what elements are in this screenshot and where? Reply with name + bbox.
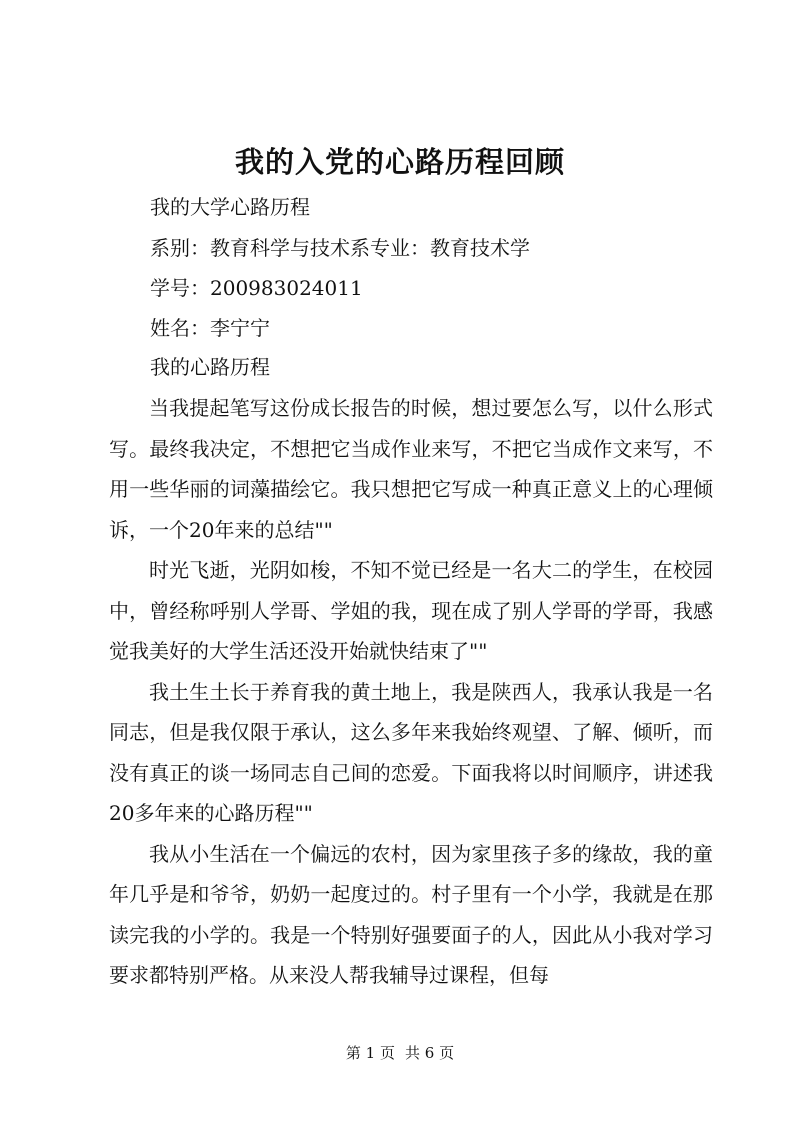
- student-id-line: 学号：200983024011: [150, 276, 363, 300]
- department-major-line: 系别：教育科学与技术系专业：教育技术学: [150, 236, 530, 260]
- paragraph: 时光飞逝，光阴如梭，不知不觉已经是一名大二的学生，在校园中，曾经称呼别人学哥、学姐的我，现在成了别人学哥的学哥，我感觉我美好的大学生活还没开始就快结束了"": [109, 558, 713, 663]
- document-title: 我的入党的心路历程回顾: [234, 145, 565, 179]
- paragraph: 我土生土长于养育我的黄土地上，我是陕西人，我承认我是一名同志，但是我仅限于承认，这么多年来我始终观望、了解、倾听，而没有真正的谈一场同志自己间的恋爱。下面我将以时间顺序，讲述我20多年来的心路历程"": [109, 679, 713, 825]
- section-heading: 我的心路历程: [150, 355, 270, 379]
- paragraph: 当我提起笔写这份成长报告的时候，想过要怎么写，以什么形式写。最终我决定，不想把它当成作业来写，不把它当成作文来写，不用一些华丽的词藻描绘它。我只想把它写成一种真正意义上的心理倾诉，一个20年来的总结"": [109, 396, 713, 542]
- document-body: [109, 388, 713, 996]
- paragraph: 我从小生活在一个偏远的农村，因为家里孩子多的缘故，我的童年几乎是和爷爷，奶奶一起度过的。村子里有一个小学，我就是在那读完我的小学的。我是一个特别好强要面子的人，因此从小我对学习要求都特别严格。从来没人帮我辅导过课程，但每: [109, 841, 713, 987]
- page-footer: [0, 1043, 800, 1063]
- page-number: 第 1 页: [345, 1044, 395, 1062]
- name-line: 姓名：李宁宁: [150, 316, 270, 340]
- subtitle-line: 我的大学心路历程: [150, 195, 310, 219]
- page-total: 共 6 页: [405, 1044, 455, 1062]
